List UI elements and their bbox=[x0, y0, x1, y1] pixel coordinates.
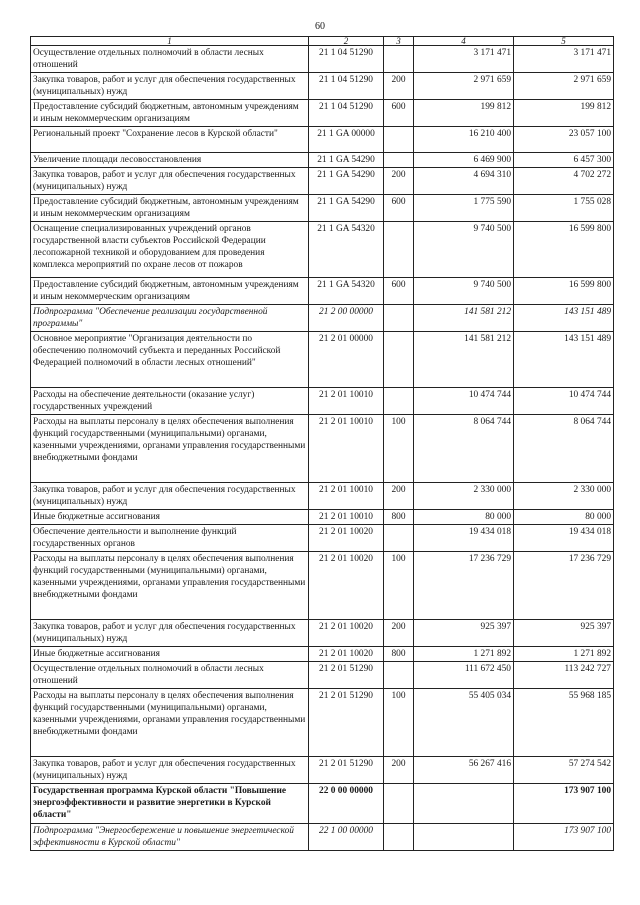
row-type-cell bbox=[384, 127, 414, 153]
row-amount-2-cell: 10 474 744 bbox=[514, 388, 614, 415]
row-code-cell: 21 2 01 10010 bbox=[309, 415, 384, 483]
row-name-cell: Предоставление субсидий бюджетным, автономным учреждениям и иным некоммерческим организациям bbox=[31, 195, 309, 222]
row-name-cell: Подпрограмма "Энергосбережение и повышение энергетической эффективности в Курской области" bbox=[31, 824, 309, 851]
table-row bbox=[31, 824, 614, 851]
row-code-cell: 21 2 01 10020 bbox=[309, 620, 384, 647]
row-type-cell: 600 bbox=[384, 100, 414, 127]
header-col-amount-2: 5 bbox=[514, 37, 614, 46]
row-amount-1-cell: 3 171 471 bbox=[414, 46, 514, 73]
table-body bbox=[31, 46, 614, 851]
row-amount-1-cell: 141 581 212 bbox=[414, 332, 514, 388]
row-name-cell: Предоставление субсидий бюджетным, автономным учреждениям и иным некоммерческим организациям bbox=[31, 100, 309, 127]
row-name-cell: Обеспечение деятельности и выполнение функций государственных органов bbox=[31, 525, 309, 552]
row-name-cell: Оснащение специализированных учреждений органов государственной власти субъектов Российской Федерации лесопожарной техникой и оборудованием для проведения комплекса мероприятий по охране лесов от пожаров bbox=[31, 222, 309, 278]
table-row bbox=[31, 222, 614, 278]
row-code-cell: 21 2 01 10020 bbox=[309, 525, 384, 552]
table-row bbox=[31, 647, 614, 662]
row-code-cell: 21 2 01 00000 bbox=[309, 332, 384, 388]
row-amount-2-cell: 17 236 729 bbox=[514, 552, 614, 620]
row-code-cell: 21 1 04 51290 bbox=[309, 73, 384, 100]
row-code-cell: 21 1 04 51290 bbox=[309, 46, 384, 73]
row-amount-2-cell: 199 812 bbox=[514, 100, 614, 127]
row-type-cell bbox=[384, 525, 414, 552]
row-amount-2-cell: 2 330 000 bbox=[514, 483, 614, 510]
row-amount-2-cell: 19 434 018 bbox=[514, 525, 614, 552]
table-row bbox=[31, 127, 614, 153]
row-type-cell: 600 bbox=[384, 195, 414, 222]
row-amount-2-cell: 55 968 185 bbox=[514, 689, 614, 757]
row-amount-2-cell: 6 457 300 bbox=[514, 153, 614, 168]
row-amount-1-cell: 925 397 bbox=[414, 620, 514, 647]
row-type-cell bbox=[384, 784, 414, 824]
row-type-cell: 200 bbox=[384, 483, 414, 510]
row-type-cell: 200 bbox=[384, 168, 414, 195]
row-amount-2-cell: 4 702 272 bbox=[514, 168, 614, 195]
row-amount-2-cell: 1 755 028 bbox=[514, 195, 614, 222]
row-type-cell: 200 bbox=[384, 757, 414, 784]
header-col-amount-1: 4 bbox=[414, 37, 514, 46]
row-type-cell: 800 bbox=[384, 510, 414, 525]
header-row bbox=[31, 37, 614, 46]
row-name-cell: Государственная программа Курской области "Повышение энергоэффективности и развитие энергетики в Курской области" bbox=[31, 784, 309, 824]
row-name-cell: Расходы на выплаты персоналу в целях обеспечения выполнения функций государственными (муниципальными) органами, казенными учреждениями, органами управления государственными внебюджетными фондами bbox=[31, 552, 309, 620]
row-amount-1-cell: 1 775 590 bbox=[414, 195, 514, 222]
row-name-cell: Расходы на выплаты персоналу в целях обеспечения выполнения функций государственными (муниципальными) органами, казенными учреждениями, органами управления государственными внебюджетными фондами bbox=[31, 689, 309, 757]
row-name-cell: Закупка товаров, работ и услуг для обеспечения государственных (муниципальных) нужд bbox=[31, 73, 309, 100]
row-amount-1-cell: 80 000 bbox=[414, 510, 514, 525]
row-amount-1-cell: 2 330 000 bbox=[414, 483, 514, 510]
table-row bbox=[31, 168, 614, 195]
row-name-cell: Осуществление отдельных полномочий в области лесных отношений bbox=[31, 46, 309, 73]
table-row bbox=[31, 153, 614, 168]
row-code-cell: 21 2 01 10020 bbox=[309, 552, 384, 620]
row-name-cell: Иные бюджетные ассигнования bbox=[31, 647, 309, 662]
row-type-cell bbox=[384, 824, 414, 851]
row-code-cell: 21 2 01 51290 bbox=[309, 689, 384, 757]
row-type-cell bbox=[384, 153, 414, 168]
row-type-cell: 100 bbox=[384, 552, 414, 620]
row-amount-1-cell: 19 434 018 bbox=[414, 525, 514, 552]
row-code-cell: 22 1 00 00000 bbox=[309, 824, 384, 851]
table-row bbox=[31, 483, 614, 510]
header-col-type: 3 bbox=[384, 37, 414, 46]
header-col-name: 1 bbox=[31, 37, 309, 46]
row-name-cell: Подпрограмма "Обеспечение реализации государственной программы" bbox=[31, 305, 309, 332]
table-row bbox=[31, 100, 614, 127]
row-code-cell: 21 2 00 00000 bbox=[309, 305, 384, 332]
row-code-cell: 21 1 GA 54320 bbox=[309, 278, 384, 305]
table-row bbox=[31, 305, 614, 332]
row-amount-1-cell: 1 271 892 bbox=[414, 647, 514, 662]
row-code-cell: 21 2 01 10010 bbox=[309, 510, 384, 525]
row-code-cell: 21 2 01 10020 bbox=[309, 647, 384, 662]
table-row bbox=[31, 552, 614, 620]
row-amount-1-cell bbox=[414, 784, 514, 824]
row-amount-1-cell: 9 740 500 bbox=[414, 222, 514, 278]
row-type-cell: 600 bbox=[384, 278, 414, 305]
row-name-cell: Закупка товаров, работ и услуг для обеспечения государственных (муниципальных) нужд bbox=[31, 483, 309, 510]
table-header bbox=[31, 37, 614, 46]
row-type-cell: 200 bbox=[384, 620, 414, 647]
row-name-cell: Расходы на выплаты персоналу в целях обеспечения выполнения функций государственными (муниципальными) органами, казенными учреждениями, органами управления государственными внебюджетными фондами bbox=[31, 415, 309, 483]
row-code-cell: 21 2 01 51290 bbox=[309, 757, 384, 784]
row-code-cell: 21 1 04 51290 bbox=[309, 100, 384, 127]
table-row bbox=[31, 689, 614, 757]
row-amount-1-cell: 10 474 744 bbox=[414, 388, 514, 415]
row-amount-2-cell: 80 000 bbox=[514, 510, 614, 525]
row-type-cell bbox=[384, 662, 414, 689]
table-row bbox=[31, 757, 614, 784]
row-code-cell: 21 1 GA 54290 bbox=[309, 168, 384, 195]
row-amount-1-cell: 8 064 744 bbox=[414, 415, 514, 483]
row-amount-1-cell: 9 740 500 bbox=[414, 278, 514, 305]
row-name-cell: Региональный проект "Сохранение лесов в Курской области" bbox=[31, 127, 309, 153]
row-name-cell: Предоставление субсидий бюджетным, автономным учреждениям и иным некоммерческим организациям bbox=[31, 278, 309, 305]
row-code-cell: 21 2 01 10010 bbox=[309, 388, 384, 415]
row-amount-1-cell: 199 812 bbox=[414, 100, 514, 127]
table-row bbox=[31, 46, 614, 73]
table-row bbox=[31, 620, 614, 647]
table-row bbox=[31, 510, 614, 525]
row-code-cell: 21 1 GA 54320 bbox=[309, 222, 384, 278]
row-amount-1-cell: 17 236 729 bbox=[414, 552, 514, 620]
row-code-cell: 21 1 GA 54290 bbox=[309, 195, 384, 222]
row-code-cell: 21 2 01 51290 bbox=[309, 662, 384, 689]
row-code-cell: 21 1 GA 54290 bbox=[309, 153, 384, 168]
header-col-code: 2 bbox=[309, 37, 384, 46]
row-code-cell: 21 2 01 10010 bbox=[309, 483, 384, 510]
row-amount-1-cell: 56 267 416 bbox=[414, 757, 514, 784]
table-row bbox=[31, 662, 614, 689]
row-type-cell: 200 bbox=[384, 73, 414, 100]
row-amount-2-cell: 143 151 489 bbox=[514, 332, 614, 388]
row-amount-1-cell: 6 469 900 bbox=[414, 153, 514, 168]
row-type-cell bbox=[384, 388, 414, 415]
row-name-cell: Основное мероприятие "Организация деятельности по обеспечению полномочий субъекта и переданных Российской Федерацией полномочий в области лесных отношений" bbox=[31, 332, 309, 388]
row-amount-1-cell: 4 694 310 bbox=[414, 168, 514, 195]
row-amount-2-cell: 2 971 659 bbox=[514, 73, 614, 100]
row-name-cell: Иные бюджетные ассигнования bbox=[31, 510, 309, 525]
row-amount-1-cell: 2 971 659 bbox=[414, 73, 514, 100]
table-row bbox=[31, 388, 614, 415]
row-amount-1-cell bbox=[414, 824, 514, 851]
row-amount-2-cell: 3 171 471 bbox=[514, 46, 614, 73]
row-type-cell bbox=[384, 46, 414, 73]
row-amount-2-cell: 16 599 800 bbox=[514, 278, 614, 305]
row-amount-2-cell: 8 064 744 bbox=[514, 415, 614, 483]
row-amount-2-cell: 57 274 542 bbox=[514, 757, 614, 784]
row-amount-1-cell: 111 672 450 bbox=[414, 662, 514, 689]
row-amount-2-cell: 23 057 100 bbox=[514, 127, 614, 153]
budget-table bbox=[30, 36, 614, 851]
row-code-cell: 22 0 00 00000 bbox=[309, 784, 384, 824]
row-amount-2-cell: 16 599 800 bbox=[514, 222, 614, 278]
row-type-cell bbox=[384, 332, 414, 388]
row-name-cell: Закупка товаров, работ и услуг для обеспечения государственных (муниципальных) нужд bbox=[31, 620, 309, 647]
table-row bbox=[31, 73, 614, 100]
row-amount-2-cell: 173 907 100 bbox=[514, 824, 614, 851]
page-number: 60 bbox=[315, 21, 325, 32]
row-amount-2-cell: 1 271 892 bbox=[514, 647, 614, 662]
row-amount-1-cell: 55 405 034 bbox=[414, 689, 514, 757]
row-amount-1-cell: 16 210 400 bbox=[414, 127, 514, 153]
row-type-cell: 100 bbox=[384, 689, 414, 757]
table-row bbox=[31, 415, 614, 483]
row-amount-2-cell: 173 907 100 bbox=[514, 784, 614, 824]
row-amount-2-cell: 925 397 bbox=[514, 620, 614, 647]
row-type-cell: 800 bbox=[384, 647, 414, 662]
row-type-cell bbox=[384, 305, 414, 332]
row-amount-2-cell: 143 151 489 bbox=[514, 305, 614, 332]
row-type-cell: 100 bbox=[384, 415, 414, 483]
row-name-cell: Осуществление отдельных полномочий в области лесных отношений bbox=[31, 662, 309, 689]
table-row bbox=[31, 332, 614, 388]
row-name-cell: Увеличение площади лесовосстановления bbox=[31, 153, 309, 168]
row-code-cell: 21 1 GA 00000 bbox=[309, 127, 384, 153]
row-name-cell: Закупка товаров, работ и услуг для обеспечения государственных (муниципальных) нужд bbox=[31, 757, 309, 784]
row-name-cell: Расходы на обеспечение деятельности (оказание услуг) государственных учреждений bbox=[31, 388, 309, 415]
table-row bbox=[31, 784, 614, 824]
table-row bbox=[31, 195, 614, 222]
table-row bbox=[31, 525, 614, 552]
table-row bbox=[31, 278, 614, 305]
row-amount-1-cell: 141 581 212 bbox=[414, 305, 514, 332]
row-amount-2-cell: 113 242 727 bbox=[514, 662, 614, 689]
row-type-cell bbox=[384, 222, 414, 278]
row-name-cell: Закупка товаров, работ и услуг для обеспечения государственных (муниципальных) нужд bbox=[31, 168, 309, 195]
